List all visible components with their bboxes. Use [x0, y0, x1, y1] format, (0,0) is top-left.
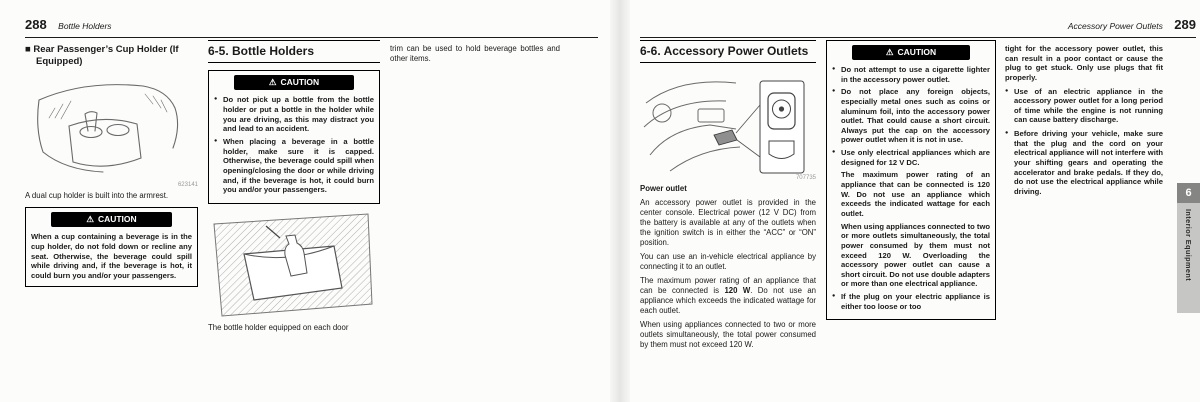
power-outlet-caption: Power outlet	[640, 184, 687, 194]
para-3-text: . Do not use an appliance which exceeds the indicated wattage for each outlet.	[640, 285, 816, 315]
caution-bullet: ● Do not place any foreign objects, especially metal ones such as coins or aluminum foil, into the accessory power outlet. That could cause a short circuit. Always put the cap on the accessory power outlet when it is not in use.	[832, 87, 990, 145]
caution-header	[852, 45, 970, 60]
right-page-number: 289	[1174, 17, 1196, 32]
warning-icon: ⚠	[885, 47, 894, 57]
section-heading-6-5: 6-5. Bottle Holders	[208, 40, 380, 63]
caution-label: CAUTION	[97, 214, 137, 225]
para-3-wattage: 120 W	[724, 285, 751, 295]
cup-holder-heading: ■ Rear Passenger’s Cup Holder (If Equipped)	[25, 44, 179, 67]
power-outlet-para-2: You can use an in-vehicle electrical appliance by connecting it to an outlet.	[640, 251, 816, 271]
warning-icon: ⚠	[268, 77, 277, 88]
caution-bullet: ● Before driving your vehicle, make sure that the plug and the cord on your electrical appliance will not interfere with your shifting gears and operating the accelerator and brake pedals. If they do, do not use the electrical appliance while driving.	[1005, 129, 1163, 196]
para-3-text: The maximum power rating of an appliance that can be connected is	[640, 275, 816, 295]
caution-label: CAUTION	[280, 77, 320, 88]
caution-bullet: ● Use of an electric appliance in the accessory power outlet for a long period of time while the engine is not running can cause battery discharge.	[1005, 87, 1163, 126]
caution-continuation-text: tight for the accessory power outlet, this can result in a poor contact or cause the plug to get stuck. Only use plugs that fit properly.	[1005, 44, 1163, 82]
caution-bullet: ● Do not pick up a bottle from the bottle holder or put a bottle in the holder while you are driving, as this may distract you and lead to an accident.	[214, 95, 374, 134]
section-heading-6-6: 6-6. Accessory Power Outlets	[640, 40, 816, 63]
caution-label: CAUTION	[897, 47, 937, 57]
figure-code: 707735	[795, 175, 816, 182]
power-outlet-para-1: An accessory power outlet is provided in the center console. Electrical power (12 V DC) from the battery is available at any of the outlets when the ignition switch is in either the “ACC” or “ON” position.	[640, 198, 816, 247]
power-outlet-para-4: When using appliances connected to two or more outlets simultaneously, the total power consumed by them must not exceed 120 W.	[640, 319, 816, 349]
warning-icon: ⚠	[86, 214, 94, 225]
cup-holder-caption: A dual cup holder is built into the armrest.	[25, 190, 169, 200]
power-outlets-column	[640, 40, 816, 350]
bottle-holders-column	[208, 40, 380, 333]
chapter-side-tab	[1177, 183, 1200, 313]
power-outlet-caution-box	[826, 40, 996, 320]
chapter-number: 6	[1177, 183, 1200, 203]
right-page-header	[640, 16, 1196, 38]
caution-header	[234, 75, 354, 90]
caution-bullet: ● Use only electrical appliances which are designed for 12 V DC.	[832, 148, 990, 167]
left-page-number: 288	[25, 17, 47, 32]
door-holder-caption: The bottle holder equipped on each door	[208, 322, 349, 332]
caution-continuation-column	[1005, 44, 1163, 200]
right-running-title: Accessory Power Outlets	[1067, 21, 1163, 31]
caution-text: When a cup containing a beverage is in the cup holder, do not fold down or recline any seat. Otherwise, the beverage could spill while driving and, if the beverage is hot, it could burn you and/or your passengers.	[31, 232, 192, 281]
caution-paragraph: When using appliances connected to two or more outlets simultaneously, the total power consumed by them must not exceed 120 W. Overloading the accessory power outlet can cause a short circuit. Do not use double adapters or more than one electrical appliance.	[841, 221, 990, 289]
left-page-header	[25, 16, 598, 38]
page-gutter	[610, 0, 630, 402]
caution-bullet: ● If the plug on your electric appliance is either too loose or too	[832, 292, 990, 311]
door-bottle-holder-figure	[208, 210, 380, 320]
left-continuation-column	[390, 44, 560, 64]
cup-holder-figure	[25, 74, 198, 188]
power-outlet-figure	[640, 69, 816, 181]
cup-holder-caution-box	[25, 207, 198, 286]
power-outlet-caution-column	[826, 40, 996, 320]
left-running-title: Bottle Holders	[58, 21, 112, 31]
power-outlet-para-3	[640, 276, 816, 316]
caution-paragraph: The maximum power rating of an appliance that can be connected is 120 W. Do not use an appliance which exceeds the indicated wattage for each outlet.	[841, 170, 990, 218]
bottle-holders-caution-box	[208, 70, 380, 203]
door-bottle-holder-illustration	[208, 210, 376, 320]
armrest-cupholder-illustration	[25, 74, 193, 186]
cup-holder-column	[25, 44, 198, 287]
caution-bullet: ● Do not attempt to use a cigarette lighter in the accessory power outlet.	[832, 65, 990, 84]
caution-header	[51, 212, 172, 227]
caution-bullet: ● When placing a beverage in a bottle holder, make sure it is capped. Otherwise, the beverage could spill when opening/closing the door or while driving and, if the beverage is hot, it could burn you and/or your passengers.	[214, 137, 374, 195]
continuation-text: trim can be used to hold beverage bottles and other items.	[390, 44, 560, 63]
console-power-outlet-illustration	[640, 69, 810, 179]
chapter-title: Interior Equipment	[1184, 209, 1193, 282]
figure-code: 623141	[177, 181, 198, 188]
